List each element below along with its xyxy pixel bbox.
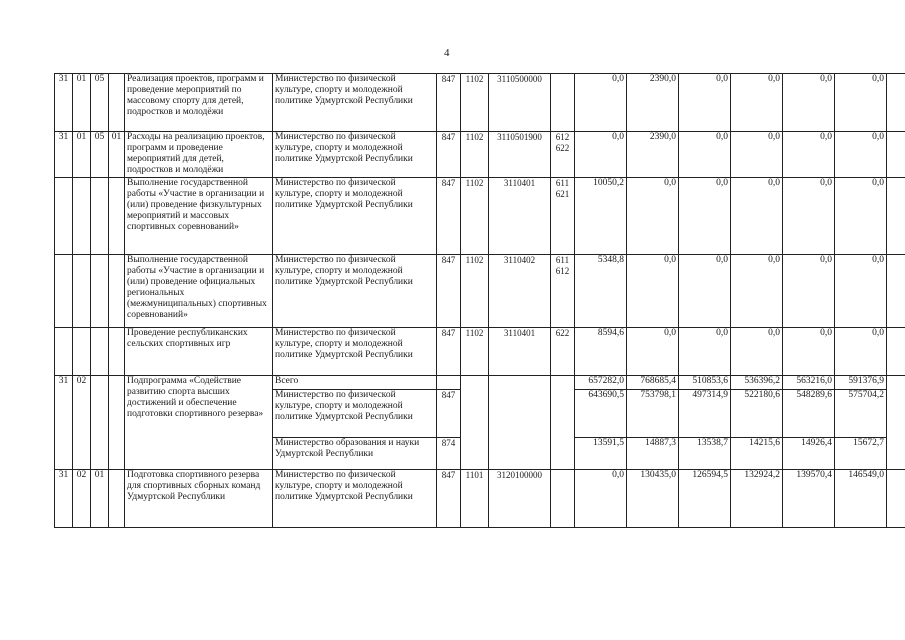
amount-cell-3: 0,0 bbox=[679, 328, 731, 376]
section-cell: 1102 bbox=[461, 178, 489, 255]
page-number: 4 bbox=[444, 47, 450, 59]
m-code-cell bbox=[109, 328, 125, 376]
amount-cell-6: 0,0 bbox=[835, 328, 887, 376]
section-cell: 1101 bbox=[461, 470, 489, 528]
table-row bbox=[55, 328, 905, 376]
amount-cell-3: 497314,9 bbox=[679, 390, 731, 438]
amount-cell-5: 0,0 bbox=[783, 328, 835, 376]
gp-code-cell bbox=[55, 328, 73, 376]
amount-cell-2: 768685,4 bbox=[627, 376, 679, 390]
gp-code-cell: 31 bbox=[55, 132, 73, 178]
amount-cell-4: 14215,6 bbox=[731, 438, 783, 470]
amount-cell-1: 0,0 bbox=[575, 132, 627, 178]
om-code-cell bbox=[91, 255, 109, 328]
amount-cell-4: 522180,6 bbox=[731, 390, 783, 438]
executor-cell: Министерство по физической культуре, спорту и молодежной политике Удмуртской Республики bbox=[273, 74, 437, 132]
m-code-cell: 01 bbox=[109, 132, 125, 178]
amount-cell-6: 575704,2 bbox=[835, 390, 887, 438]
measure-name-cell: Расходы на реализацию проектов, программ и проведение мероприятий для детей, подростков и молодёжи bbox=[125, 132, 273, 178]
m-code-cell bbox=[109, 255, 125, 328]
table-row bbox=[55, 178, 905, 255]
section-cell: 1102 bbox=[461, 132, 489, 178]
m-code-cell bbox=[109, 470, 125, 528]
pp-code-cell bbox=[73, 255, 91, 328]
empty-cell bbox=[887, 132, 905, 178]
expense-type-cell bbox=[551, 74, 575, 132]
target-article-cell: 3110402 bbox=[489, 255, 551, 328]
amount-cell-3: 510853,6 bbox=[679, 376, 731, 390]
amount-cell-6: 0,0 bbox=[835, 132, 887, 178]
empty-cell bbox=[887, 376, 905, 470]
amount-cell-5: 0,0 bbox=[783, 132, 835, 178]
section-cell bbox=[461, 376, 489, 470]
section-cell: 1102 bbox=[461, 74, 489, 132]
amount-cell-4: 0,0 bbox=[731, 255, 783, 328]
executor-cell: Всего bbox=[273, 376, 437, 390]
measure-name-cell: Реализация проектов, программ и проведение мероприятий по массовому спорту для детей, подростков и молодёжи bbox=[125, 74, 273, 132]
amount-cell-6: 15672,7 bbox=[835, 438, 887, 470]
amount-cell-4: 0,0 bbox=[731, 132, 783, 178]
amount-cell-1: 657282,0 bbox=[575, 376, 627, 390]
amount-cell-6: 591376,9 bbox=[835, 376, 887, 390]
pp-code-cell bbox=[73, 178, 91, 255]
amount-cell-1: 8594,6 bbox=[575, 328, 627, 376]
amount-cell-2: 0,0 bbox=[627, 178, 679, 255]
amount-cell-3: 0,0 bbox=[679, 255, 731, 328]
amount-cell-5: 0,0 bbox=[783, 255, 835, 328]
pp-code-cell: 01 bbox=[73, 132, 91, 178]
amount-cell-5: 0,0 bbox=[783, 178, 835, 255]
gp-code-cell: 31 bbox=[55, 470, 73, 528]
executor-cell: Министерство по физической культуре, спорту и молодежной политике Удмуртской Республики bbox=[273, 470, 437, 528]
amount-cell-1: 0,0 bbox=[575, 470, 627, 528]
om-code-cell: 05 bbox=[91, 132, 109, 178]
executor-cell: Министерство образования и науки Удмуртской Республики bbox=[273, 438, 437, 470]
section-cell: 1102 bbox=[461, 255, 489, 328]
amount-cell-6: 146549,0 bbox=[835, 470, 887, 528]
measure-name-cell: Подпрограмма «Содействие развитию спорта высших достижений и обеспечение подготовки спортивного резерва» bbox=[125, 376, 273, 470]
grbs-cell: 847 bbox=[437, 470, 461, 528]
amount-cell-2: 0,0 bbox=[627, 255, 679, 328]
target-article-cell: 3120100000 bbox=[489, 470, 551, 528]
empty-cell bbox=[887, 255, 905, 328]
target-article-cell: 3110401 bbox=[489, 178, 551, 255]
om-code-cell bbox=[91, 178, 109, 255]
table-row bbox=[55, 376, 905, 390]
grbs-cell: 847 bbox=[437, 390, 461, 438]
expense-type-cell: 612 622 bbox=[551, 132, 575, 178]
amount-cell-6: 0,0 bbox=[835, 255, 887, 328]
executor-cell: Министерство по физической культуре, спорту и молодежной политике Удмуртской Республики bbox=[273, 255, 437, 328]
measure-name-cell: Проведение республиканских сельских спортивных игр bbox=[125, 328, 273, 376]
m-code-cell bbox=[109, 376, 125, 470]
expense-type-cell: 611 621 bbox=[551, 178, 575, 255]
table-row bbox=[55, 74, 905, 132]
amount-cell-1: 10050,2 bbox=[575, 178, 627, 255]
amount-cell-3: 0,0 bbox=[679, 74, 731, 132]
grbs-cell: 874 bbox=[437, 438, 461, 470]
amount-cell-2: 0,0 bbox=[627, 328, 679, 376]
gp-code-cell bbox=[55, 178, 73, 255]
amount-cell-2: 753798,1 bbox=[627, 390, 679, 438]
table-row bbox=[55, 132, 905, 178]
pp-code-cell bbox=[73, 328, 91, 376]
measure-name-cell: Выполнение государственной работы «Участие в организации и (или) проведение физкультурных мероприятий и массовых спортивных соревнований» bbox=[125, 178, 273, 255]
amount-cell-1: 13591,5 bbox=[575, 438, 627, 470]
budget-table bbox=[54, 73, 905, 528]
amount-cell-5: 563216,0 bbox=[783, 376, 835, 390]
amount-cell-1: 5348,8 bbox=[575, 255, 627, 328]
expense-type-cell bbox=[551, 376, 575, 470]
empty-cell bbox=[887, 470, 905, 528]
amount-cell-2: 130435,0 bbox=[627, 470, 679, 528]
amount-cell-1: 643690,5 bbox=[575, 390, 627, 438]
table-row bbox=[55, 255, 905, 328]
pp-code-cell: 02 bbox=[73, 376, 91, 470]
grbs-cell: 847 bbox=[437, 74, 461, 132]
amount-cell-3: 0,0 bbox=[679, 178, 731, 255]
amount-cell-3: 126594,5 bbox=[679, 470, 731, 528]
grbs-cell bbox=[437, 376, 461, 390]
om-code-cell bbox=[91, 376, 109, 470]
expense-type-cell: 611 612 bbox=[551, 255, 575, 328]
pp-code-cell: 01 bbox=[73, 74, 91, 132]
executor-cell: Министерство по физической культуре, спорту и молодежной политике Удмуртской Республики bbox=[273, 132, 437, 178]
target-article-cell: 3110501900 bbox=[489, 132, 551, 178]
grbs-cell: 847 bbox=[437, 328, 461, 376]
amount-cell-4: 0,0 bbox=[731, 328, 783, 376]
executor-cell: Министерство по физической культуре, спорту и молодежной политике Удмуртской Республики bbox=[273, 328, 437, 376]
amount-cell-4: 132924,2 bbox=[731, 470, 783, 528]
grbs-cell: 847 bbox=[437, 132, 461, 178]
om-code-cell: 05 bbox=[91, 74, 109, 132]
gp-code-cell: 31 bbox=[55, 74, 73, 132]
table-row bbox=[55, 470, 905, 528]
executor-cell: Министерство по физической культуре, спорту и молодежной политике Удмуртской Республики bbox=[273, 390, 437, 438]
amount-cell-5: 0,0 bbox=[783, 74, 835, 132]
amount-cell-5: 14926,4 bbox=[783, 438, 835, 470]
section-cell: 1102 bbox=[461, 328, 489, 376]
target-article-cell: 3110401 bbox=[489, 328, 551, 376]
gp-code-cell: 31 bbox=[55, 376, 73, 470]
m-code-cell bbox=[109, 178, 125, 255]
measure-name-cell: Подготовка спортивного резерва для спортивных сборных команд Удмуртской Республики bbox=[125, 470, 273, 528]
amount-cell-5: 548289,6 bbox=[783, 390, 835, 438]
amount-cell-2: 14887,3 bbox=[627, 438, 679, 470]
executor-cell: Министерство по физической культуре, спорту и молодежной политике Удмуртской Республики bbox=[273, 178, 437, 255]
amount-cell-5: 139570,4 bbox=[783, 470, 835, 528]
expense-type-cell bbox=[551, 470, 575, 528]
gp-code-cell bbox=[55, 255, 73, 328]
amount-cell-2: 2390,0 bbox=[627, 74, 679, 132]
expense-type-cell: 622 bbox=[551, 328, 575, 376]
amount-cell-4: 536396,2 bbox=[731, 376, 783, 390]
amount-cell-3: 0,0 bbox=[679, 132, 731, 178]
pp-code-cell: 02 bbox=[73, 470, 91, 528]
om-code-cell bbox=[91, 328, 109, 376]
grbs-cell: 847 bbox=[437, 178, 461, 255]
target-article-cell: 3110500000 bbox=[489, 74, 551, 132]
amount-cell-3: 13538,7 bbox=[679, 438, 731, 470]
amount-cell-6: 0,0 bbox=[835, 74, 887, 132]
amount-cell-4: 0,0 bbox=[731, 74, 783, 132]
amount-cell-4: 0,0 bbox=[731, 178, 783, 255]
empty-cell bbox=[887, 328, 905, 376]
grbs-cell: 847 bbox=[437, 255, 461, 328]
amount-cell-1: 0,0 bbox=[575, 74, 627, 132]
measure-name-cell: Выполнение государственной работы «Участие в организации и (или) проведение официальных региональных (межмуниципальных) спортивных соревнований» bbox=[125, 255, 273, 328]
m-code-cell bbox=[109, 74, 125, 132]
empty-cell bbox=[887, 74, 905, 132]
amount-cell-2: 2390,0 bbox=[627, 132, 679, 178]
amount-cell-6: 0,0 bbox=[835, 178, 887, 255]
om-code-cell: 01 bbox=[91, 470, 109, 528]
target-article-cell bbox=[489, 376, 551, 470]
empty-cell bbox=[887, 178, 905, 255]
